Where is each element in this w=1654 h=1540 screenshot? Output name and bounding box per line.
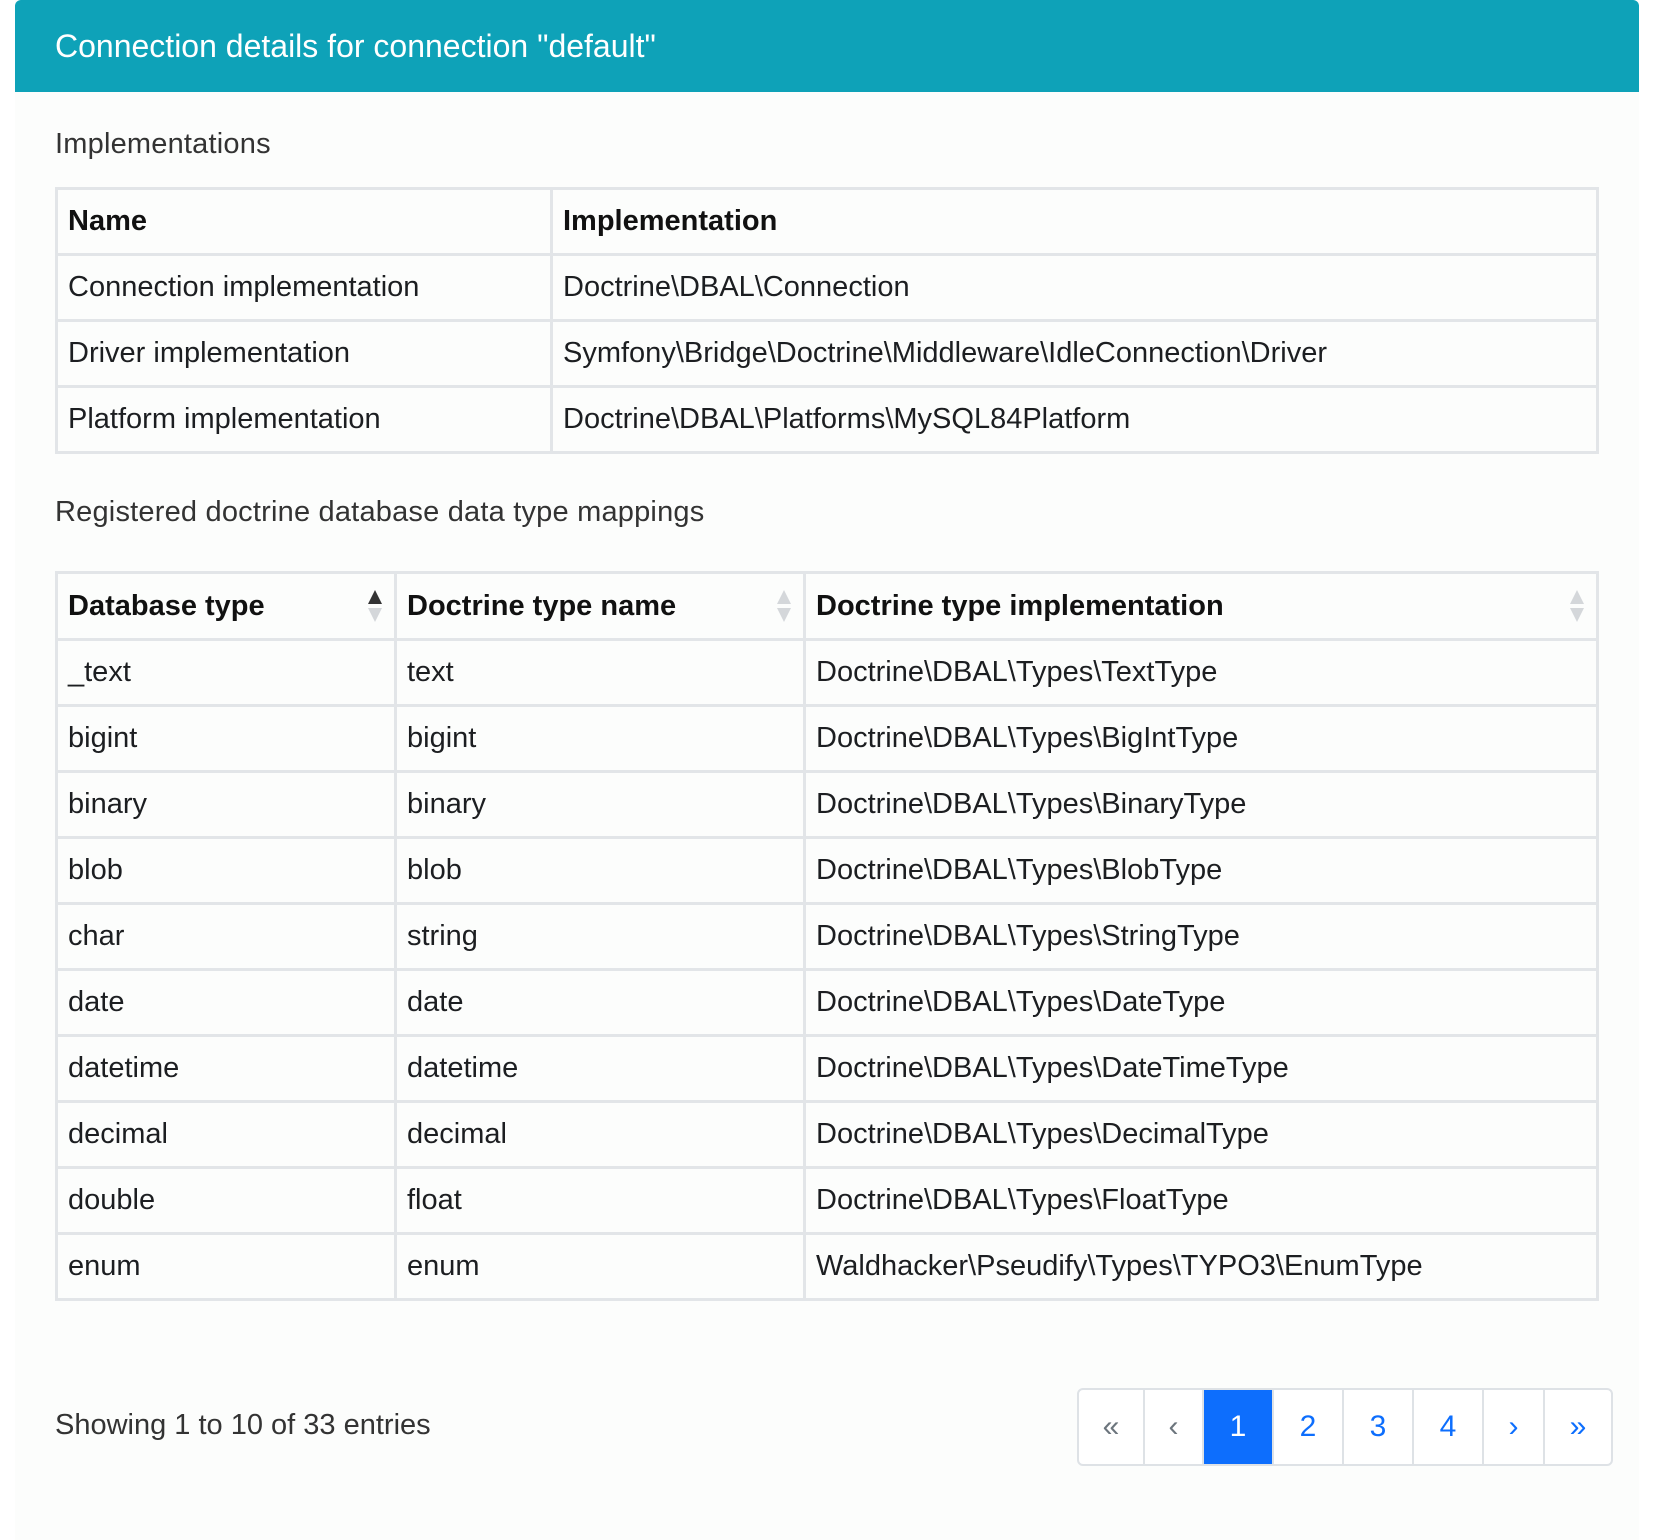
previous-page-button[interactable]: ‹ (1145, 1390, 1204, 1464)
column-header-doctrine-type-name[interactable] (396, 573, 805, 640)
table-row (57, 1102, 1598, 1168)
column-header-implementation: Implementation (552, 189, 1598, 255)
mappings-heading: Registered doctrine database data type mappings (55, 496, 705, 528)
cell-database-type: _text (57, 640, 396, 706)
cell-implementation: Doctrine\DBAL\Connection (552, 255, 1598, 321)
cell-database-type: decimal (57, 1102, 396, 1168)
cell-doctrine-type-name: decimal (396, 1102, 805, 1168)
column-header-label: Doctrine type name (407, 589, 677, 622)
column-header-name: Name (57, 189, 552, 255)
table-row (57, 1234, 1598, 1300)
column-header-label: Doctrine type implementation (816, 589, 1224, 622)
cell-database-type: double (57, 1168, 396, 1234)
cell-doctrine-type-implementation: Doctrine\DBAL\Types\DateType (805, 970, 1598, 1036)
cell-doctrine-type-implementation: Doctrine\DBAL\Types\FloatType (805, 1168, 1598, 1234)
sort-icon (777, 588, 791, 624)
cell-implementation: Doctrine\DBAL\Platforms\MySQL84Platform (552, 387, 1598, 453)
first-page-button[interactable]: « (1079, 1390, 1145, 1464)
connection-details-card (15, 0, 1639, 1540)
page-4-button[interactable]: 4 (1414, 1390, 1484, 1464)
cell-doctrine-type-name: binary (396, 772, 805, 838)
page-1-button[interactable]: 1 (1204, 1390, 1274, 1464)
cell-doctrine-type-name: float (396, 1168, 805, 1234)
cell-doctrine-type-name: blob (396, 838, 805, 904)
cell-doctrine-type-implementation: Doctrine\DBAL\Types\BinaryType (805, 772, 1598, 838)
table-row (57, 970, 1598, 1036)
cell-doctrine-type-name: text (396, 640, 805, 706)
cell-doctrine-type-implementation: Doctrine\DBAL\Types\StringType (805, 904, 1598, 970)
pagination (1077, 1388, 1613, 1466)
cell-database-type: enum (57, 1234, 396, 1300)
column-header-database-type[interactable] (57, 573, 396, 640)
cell-database-type: datetime (57, 1036, 396, 1102)
table-row (57, 772, 1598, 838)
column-header-label: Database type (68, 589, 265, 622)
cell-doctrine-type-name: enum (396, 1234, 805, 1300)
cell-doctrine-type-name: bigint (396, 706, 805, 772)
column-header-doctrine-type-implementation[interactable] (805, 573, 1598, 640)
table-row (57, 321, 1598, 387)
cell-doctrine-type-implementation: Doctrine\DBAL\Types\BigIntType (805, 706, 1598, 772)
cell-name: Connection implementation (57, 255, 552, 321)
table-row (57, 838, 1598, 904)
cell-name: Driver implementation (57, 321, 552, 387)
cell-doctrine-type-name: string (396, 904, 805, 970)
table-header-row (57, 573, 1598, 640)
cell-doctrine-type-implementation: Doctrine\DBAL\Types\DateTimeType (805, 1036, 1598, 1102)
table-header-row (57, 189, 1598, 255)
sort-ascending-icon (368, 588, 382, 624)
type-mappings-table (55, 571, 1599, 1301)
table-row (57, 387, 1598, 453)
cell-doctrine-type-name: datetime (396, 1036, 805, 1102)
table-row (57, 1168, 1598, 1234)
implementations-heading: Implementations (55, 128, 271, 160)
cell-database-type: date (57, 970, 396, 1036)
cell-doctrine-type-name: date (396, 970, 805, 1036)
table-row (57, 904, 1598, 970)
table-row (57, 706, 1598, 772)
cell-database-type: blob (57, 838, 396, 904)
cell-name: Platform implementation (57, 387, 552, 453)
implementations-table (55, 187, 1599, 454)
cell-doctrine-type-implementation: Doctrine\DBAL\Types\BlobType (805, 838, 1598, 904)
sort-icon (1570, 588, 1584, 624)
table-row (57, 640, 1598, 706)
table-row (57, 255, 1598, 321)
cell-implementation: Symfony\Bridge\Doctrine\Middleware\IdleConnection\Driver (552, 321, 1598, 387)
cell-doctrine-type-implementation: Doctrine\DBAL\Types\TextType (805, 640, 1598, 706)
card-header-title: Connection details for connection "default" (15, 0, 1639, 92)
table-row (57, 1036, 1598, 1102)
last-page-button[interactable]: » (1569, 1410, 1587, 1443)
page-2-button[interactable]: 2 (1274, 1390, 1344, 1464)
cell-database-type: bigint (57, 706, 396, 772)
cell-database-type: binary (57, 772, 396, 838)
next-page-button[interactable]: › (1484, 1390, 1545, 1464)
cell-doctrine-type-implementation: Doctrine\DBAL\Types\DecimalType (805, 1102, 1598, 1168)
cell-database-type: char (57, 904, 396, 970)
cell-doctrine-type-implementation: Waldhacker\Pseudify\Types\TYPO3\EnumType (805, 1234, 1598, 1300)
entries-info: Showing 1 to 10 of 33 entries (55, 1409, 431, 1441)
page-3-button[interactable]: 3 (1344, 1390, 1414, 1464)
